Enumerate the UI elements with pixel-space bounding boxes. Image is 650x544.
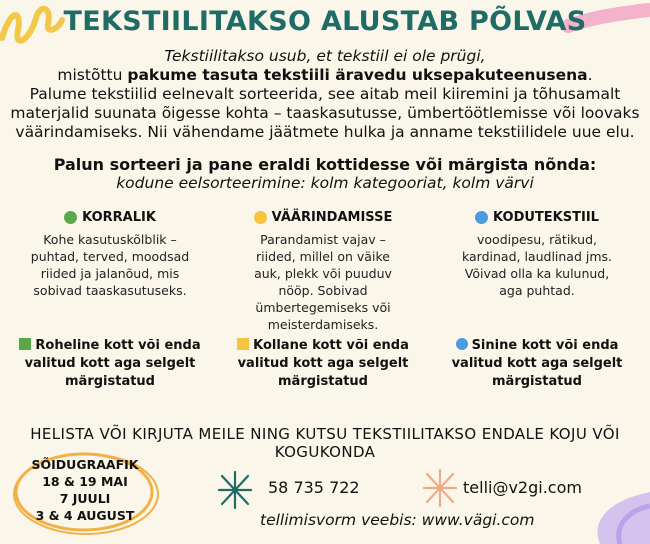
intro-line-3: Palume tekstiilid eelnevalt sorteerida, see aitab meil kiiremini ja tõhusamalt — [29, 85, 621, 103]
web-order-form[interactable]: tellimisvorm veebis: www.vägi.com — [260, 511, 535, 529]
page-title: TEKSTIILITAKSO ALUSTAB PÕLVAS — [63, 6, 587, 37]
intro-line-4: materjalid suunata õigesse kohta – taaskasutusse, ümbertöötlemisse või loovaks — [10, 104, 640, 122]
green-dot-icon — [64, 211, 77, 224]
bag-text: Kollane kott või enda valitud kott aga selgelt märgistatud — [237, 338, 409, 389]
schedule-date: 18 & 19 MAI — [42, 474, 128, 489]
intro-text — [10, 47, 640, 142]
category-desc: Parandamist vajav – riided, millel on väike auk, plekk või puuduv nööp. Sobivad ümbertegemiseks või meisterdamiseks. — [254, 232, 392, 332]
bag-text: Sinine kott või enda valitud kott aga selgelt märgistatud — [451, 338, 623, 389]
intro-line-1: Tekstiilitakso usub, et tekstiil ei ole prügi, — [164, 47, 486, 65]
yellow-square-icon — [237, 338, 249, 350]
schedule — [20, 456, 150, 524]
category-desc: Kohe kasutuskõlblik – puhtad, terved, moodsad riided ja jalanõud, mis sobivad taaskasutuseks. — [30, 232, 190, 298]
schedule-date: 7 JUULI — [59, 491, 111, 506]
yellow-dot-icon — [254, 211, 267, 224]
phone-number[interactable]: 58 735 722 — [268, 478, 360, 497]
category-kodutekstiil — [442, 210, 632, 299]
sort-subtitle: kodune eelsorteerimine: kolm kategooriat, kolm värvi — [116, 174, 534, 192]
bag-blue — [442, 337, 632, 391]
bag-yellow — [228, 337, 418, 391]
blue-dot-icon — [456, 338, 468, 350]
intro-line-2: mistõttu pakume tasuta tekstiili äravedu uksepakuteenusena. — [57, 66, 593, 84]
category-name: KODUTEKSTIIL — [493, 210, 599, 225]
teal-star-doodle-icon — [215, 468, 255, 512]
email-link[interactable]: telli@v2gi.com — [463, 478, 582, 497]
bag-green — [15, 337, 205, 391]
call-to-action: HELISTA VÕI KIRJUTA MEILE NING KUTSU TEKSTIILITAKSO ENDALE KOJU VÕI KOGUKONDA — [30, 425, 620, 461]
green-square-icon — [19, 338, 31, 350]
category-desc: voodipesu, rätikud, kardinad, laudlinad jms. Võivad olla ka kulunud, aga puhtad. — [461, 232, 613, 298]
category-name: KORRALIK — [82, 210, 156, 225]
sort-instruction: Palun sorteeri ja pane eraldi kottidesse või märgista nõnda: — [53, 155, 597, 174]
category-name: VÄÄRINDAMISSE — [271, 210, 393, 225]
category-vaarindamisse — [228, 210, 418, 333]
category-korralik — [15, 210, 205, 299]
schedule-date: 3 & 4 AUGUST — [35, 508, 135, 523]
blue-dot-icon — [475, 211, 488, 224]
schedule-title: SÕIDUGRAAFIK — [31, 457, 139, 472]
purple-blob-icon — [570, 480, 650, 544]
intro-line-5: väärindamiseks. Nii vähendame jäätmete hulka ja anname tekstiilidele uue elu. — [15, 123, 635, 141]
peach-star-doodle-icon — [420, 466, 460, 510]
bag-text: Roheline kott või enda valitud kott aga selgelt märgistatud — [24, 338, 201, 389]
